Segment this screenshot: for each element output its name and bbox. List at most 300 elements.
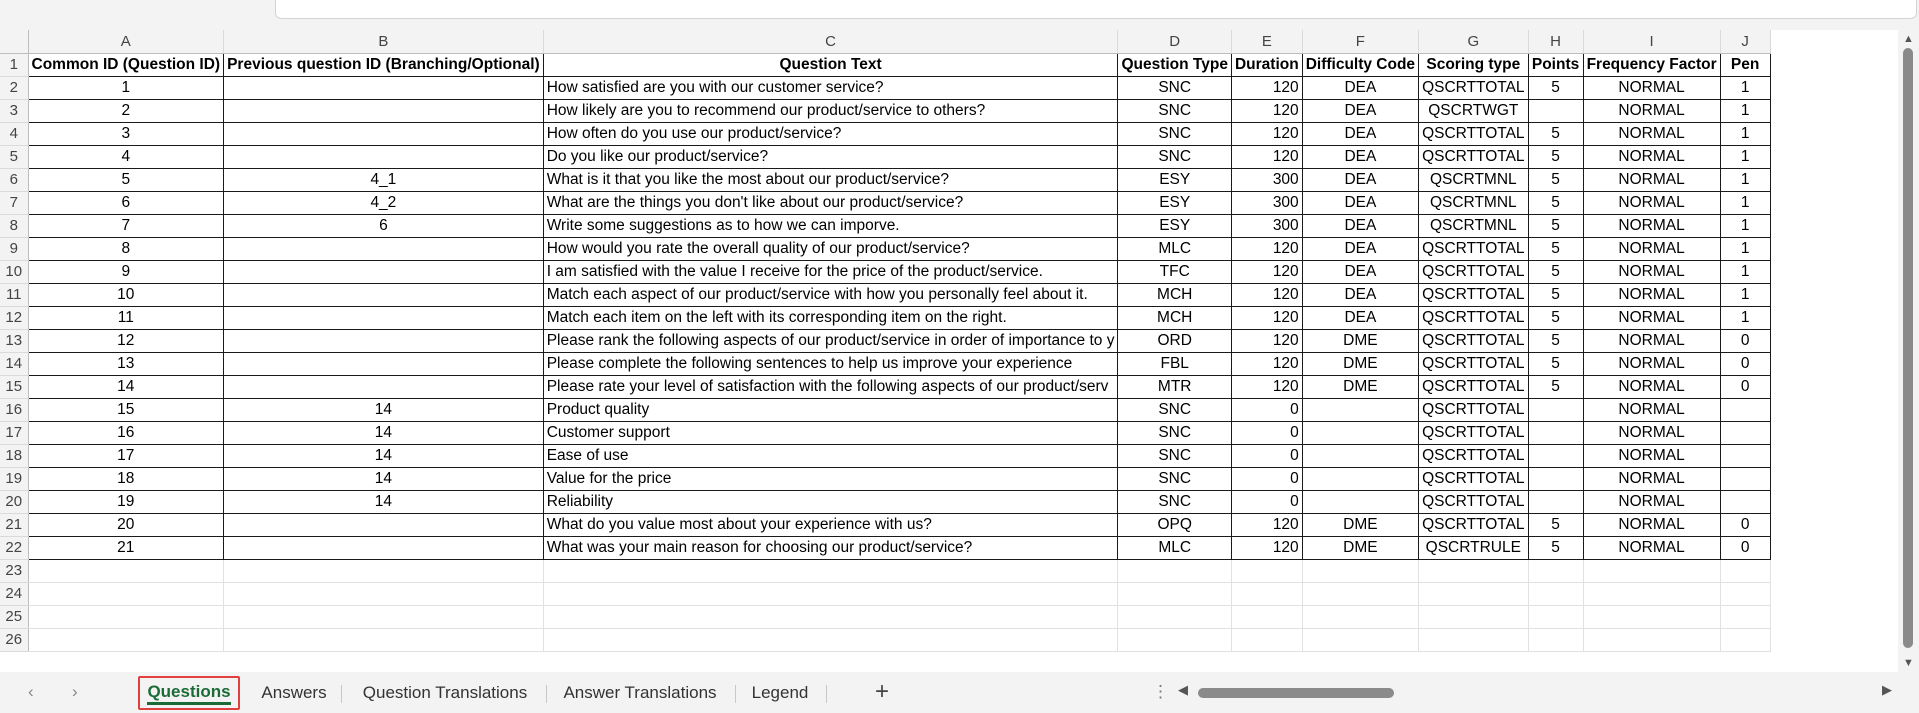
vertical-scroll-thumb[interactable] (1903, 48, 1913, 648)
row-header[interactable]: 21 (0, 513, 28, 536)
cell[interactable]: DEA (1302, 306, 1418, 329)
cell[interactable]: Do you like our product/service? (543, 145, 1118, 168)
cell[interactable] (1528, 582, 1583, 605)
row-header[interactable]: 14 (0, 352, 28, 375)
cell[interactable]: NORMAL (1583, 237, 1720, 260)
cell[interactable]: 4_2 (224, 191, 544, 214)
cell[interactable]: NORMAL (1583, 421, 1720, 444)
cell[interactable]: QSCRTTOTAL (1419, 283, 1529, 306)
cell[interactable]: How often do you use our product/service? (543, 122, 1118, 145)
column-header-b[interactable]: B (224, 30, 544, 53)
cell[interactable]: 5 (1528, 329, 1583, 352)
cell[interactable]: QSCRTMNL (1419, 168, 1529, 191)
cell[interactable]: 5 (28, 168, 224, 191)
row-header[interactable]: 8 (0, 214, 28, 237)
cell[interactable]: 16 (28, 421, 224, 444)
row-header[interactable]: 24 (0, 582, 28, 605)
cell[interactable] (224, 582, 544, 605)
cell[interactable]: 1 (1720, 168, 1770, 191)
cell[interactable]: 1 (1720, 76, 1770, 99)
cell[interactable] (1231, 605, 1302, 628)
cell[interactable] (543, 582, 1118, 605)
cell[interactable]: SNC (1118, 145, 1232, 168)
cell[interactable]: 7 (28, 214, 224, 237)
scroll-up-icon[interactable]: ▲ (1903, 33, 1914, 45)
cell[interactable]: 120 (1231, 237, 1302, 260)
cell[interactable]: 11 (28, 306, 224, 329)
column-header-d[interactable]: D (1118, 30, 1232, 53)
cell[interactable] (1528, 605, 1583, 628)
cell[interactable]: SNC (1118, 490, 1232, 513)
cell[interactable] (28, 559, 224, 582)
cell[interactable]: NORMAL (1583, 76, 1720, 99)
cell[interactable]: 4_1 (224, 168, 544, 191)
cell[interactable] (1118, 628, 1232, 651)
cell[interactable] (1302, 490, 1418, 513)
cell[interactable] (224, 122, 544, 145)
cell[interactable] (224, 628, 544, 651)
cell[interactable] (224, 605, 544, 628)
row-header[interactable]: 18 (0, 444, 28, 467)
header-cell[interactable]: Previous question ID (Branching/Optional) (224, 53, 544, 76)
cell[interactable] (28, 628, 224, 651)
cell[interactable] (224, 76, 544, 99)
cell[interactable]: SNC (1118, 421, 1232, 444)
cell[interactable]: Please rank the following aspects of our product/service in order of importance to y (543, 329, 1118, 352)
cell[interactable] (1528, 628, 1583, 651)
cell[interactable]: 1 (28, 76, 224, 99)
cell[interactable] (224, 237, 544, 260)
cell[interactable]: 5 (1528, 283, 1583, 306)
cell[interactable] (1528, 398, 1583, 421)
vertical-scrollbar[interactable] (1898, 30, 1919, 672)
horizontal-scrollbar[interactable] (1178, 682, 1892, 702)
cell[interactable]: DME (1302, 375, 1418, 398)
cell[interactable]: TFC (1118, 260, 1232, 283)
cell[interactable]: Customer support (543, 421, 1118, 444)
cell[interactable] (1528, 421, 1583, 444)
header-cell[interactable]: Frequency Factor (1583, 53, 1720, 76)
cell[interactable]: 120 (1231, 306, 1302, 329)
cell[interactable]: 0 (1720, 513, 1770, 536)
cell[interactable]: QSCRTWGT (1419, 99, 1529, 122)
cell[interactable]: 120 (1231, 375, 1302, 398)
cell[interactable]: DEA (1302, 122, 1418, 145)
cell[interactable]: SNC (1118, 467, 1232, 490)
cell[interactable]: 5 (1528, 145, 1583, 168)
cell[interactable]: Reliability (543, 490, 1118, 513)
cell[interactable]: DME (1302, 513, 1418, 536)
header-cell[interactable]: Pen (1720, 53, 1770, 76)
cell[interactable]: What are the things you don't like about our product/service? (543, 191, 1118, 214)
header-cell[interactable]: Scoring type (1419, 53, 1529, 76)
cell[interactable]: NORMAL (1583, 490, 1720, 513)
header-cell[interactable]: Difficulty Code (1302, 53, 1418, 76)
cell[interactable]: 1 (1720, 306, 1770, 329)
plus-icon[interactable]: + (875, 678, 890, 705)
cell[interactable]: 1 (1720, 145, 1770, 168)
cell[interactable]: 0 (1720, 329, 1770, 352)
row-header[interactable]: 11 (0, 283, 28, 306)
cell[interactable] (224, 329, 544, 352)
cell[interactable] (1302, 398, 1418, 421)
cell[interactable]: 20 (28, 513, 224, 536)
tab-legend[interactable] (744, 680, 816, 706)
cell[interactable]: 5 (1528, 214, 1583, 237)
cell[interactable]: QSCRTTOTAL (1419, 398, 1529, 421)
chevron-right-icon[interactable]: › (72, 682, 78, 701)
cell[interactable] (1302, 421, 1418, 444)
cell[interactable]: QSCRTTOTAL (1419, 490, 1529, 513)
cell[interactable]: QSCRTTOTAL (1419, 375, 1529, 398)
cell[interactable]: Match each item on the left with its corresponding item on the right. (543, 306, 1118, 329)
more-vertical-icon[interactable]: ⋮ (1152, 682, 1169, 701)
cell[interactable] (1118, 582, 1232, 605)
horizontal-scroll-thumb[interactable] (1198, 688, 1394, 698)
cell[interactable] (1302, 444, 1418, 467)
cell[interactable]: QSCRTTOTAL (1419, 76, 1529, 99)
tab-answers[interactable] (254, 680, 334, 706)
select-all-corner[interactable] (0, 30, 28, 53)
cell[interactable] (1720, 398, 1770, 421)
cell[interactable]: 5 (1528, 536, 1583, 559)
header-cell[interactable]: Question Text (543, 53, 1118, 76)
cell[interactable] (1419, 559, 1529, 582)
tab-answer-translations[interactable] (556, 680, 724, 706)
cell[interactable]: I am satisfied with the value I receive for the price of the product/service. (543, 260, 1118, 283)
cell[interactable]: 5 (1528, 260, 1583, 283)
cell[interactable]: 5 (1528, 513, 1583, 536)
cell[interactable] (1528, 559, 1583, 582)
column-header-e[interactable]: E (1231, 30, 1302, 53)
cell[interactable]: Write some suggestions as to how we can imporve. (543, 214, 1118, 237)
header-cell[interactable]: Points (1528, 53, 1583, 76)
cell[interactable]: NORMAL (1583, 99, 1720, 122)
cell[interactable]: 4 (28, 145, 224, 168)
cell[interactable] (224, 352, 544, 375)
cell[interactable]: What was your main reason for choosing our product/service? (543, 536, 1118, 559)
cell[interactable]: DEA (1302, 260, 1418, 283)
cell[interactable]: 14 (28, 375, 224, 398)
scroll-left-icon[interactable]: ◀ (1178, 682, 1188, 697)
cell[interactable] (224, 536, 544, 559)
cell[interactable] (224, 99, 544, 122)
cell[interactable] (1720, 605, 1770, 628)
cell[interactable]: Ease of use (543, 444, 1118, 467)
header-cell[interactable]: Duration (1231, 53, 1302, 76)
cell[interactable] (224, 260, 544, 283)
cell[interactable]: 1 (1720, 214, 1770, 237)
cell[interactable] (1720, 559, 1770, 582)
cell[interactable] (224, 283, 544, 306)
row-header[interactable]: 10 (0, 260, 28, 283)
cell[interactable]: 9 (28, 260, 224, 283)
cell[interactable]: 0 (1231, 421, 1302, 444)
cell[interactable]: 120 (1231, 99, 1302, 122)
scroll-right-icon[interactable]: ▶ (1882, 682, 1892, 697)
cell[interactable]: QSCRTTOTAL (1419, 513, 1529, 536)
cell[interactable] (1528, 467, 1583, 490)
cell[interactable]: 12 (28, 329, 224, 352)
cell[interactable]: FBL (1118, 352, 1232, 375)
cell[interactable]: ORD (1118, 329, 1232, 352)
cell[interactable]: MLC (1118, 536, 1232, 559)
cell[interactable] (1720, 490, 1770, 513)
cell[interactable] (1118, 605, 1232, 628)
cell[interactable] (1302, 467, 1418, 490)
cell[interactable]: NORMAL (1583, 191, 1720, 214)
cell[interactable]: QSCRTTOTAL (1419, 260, 1529, 283)
cell[interactable]: 14 (224, 421, 544, 444)
cell[interactable]: QSCRTTOTAL (1419, 467, 1529, 490)
cell[interactable] (224, 306, 544, 329)
cell[interactable] (1720, 628, 1770, 651)
row-header[interactable]: 13 (0, 329, 28, 352)
cell[interactable]: MTR (1118, 375, 1232, 398)
cell[interactable] (1583, 559, 1720, 582)
column-header-i[interactable]: I (1583, 30, 1720, 53)
cell[interactable] (224, 145, 544, 168)
cell[interactable] (1720, 582, 1770, 605)
cell[interactable]: QSCRTTOTAL (1419, 306, 1529, 329)
cell[interactable]: 14 (224, 444, 544, 467)
cell[interactable]: Please rate your level of satisfaction with the following aspects of our product/serv (543, 375, 1118, 398)
cell[interactable]: 5 (1528, 76, 1583, 99)
cell[interactable]: DEA (1302, 237, 1418, 260)
cell[interactable]: 15 (28, 398, 224, 421)
row-header[interactable]: 5 (0, 145, 28, 168)
cell[interactable]: 0 (1720, 536, 1770, 559)
cell[interactable]: 0 (1720, 352, 1770, 375)
cell[interactable]: 120 (1231, 352, 1302, 375)
cell[interactable] (1720, 421, 1770, 444)
cell[interactable] (224, 513, 544, 536)
cell[interactable]: DEA (1302, 145, 1418, 168)
cell[interactable]: 1 (1720, 191, 1770, 214)
cell[interactable]: 120 (1231, 283, 1302, 306)
cell[interactable]: 120 (1231, 76, 1302, 99)
cell[interactable]: 6 (224, 214, 544, 237)
cell[interactable]: ESY (1118, 168, 1232, 191)
cell[interactable] (28, 605, 224, 628)
cell[interactable] (1302, 628, 1418, 651)
cell[interactable]: 1 (1720, 99, 1770, 122)
cell[interactable]: NORMAL (1583, 306, 1720, 329)
cell[interactable]: 19 (28, 490, 224, 513)
cell[interactable]: SNC (1118, 76, 1232, 99)
cell[interactable] (1231, 582, 1302, 605)
cell[interactable]: 1 (1720, 122, 1770, 145)
cell[interactable]: 120 (1231, 122, 1302, 145)
cell[interactable]: 120 (1231, 260, 1302, 283)
cell[interactable]: 1 (1720, 237, 1770, 260)
cell[interactable]: QSCRTTOTAL (1419, 237, 1529, 260)
row-header[interactable]: 9 (0, 237, 28, 260)
cell[interactable]: 120 (1231, 536, 1302, 559)
cell[interactable]: 14 (224, 398, 544, 421)
cell[interactable]: 5 (1528, 375, 1583, 398)
row-header[interactable]: 19 (0, 467, 28, 490)
scroll-down-icon[interactable]: ▼ (1903, 657, 1914, 669)
cell[interactable]: MCH (1118, 283, 1232, 306)
cell[interactable]: 13 (28, 352, 224, 375)
row-header[interactable]: 20 (0, 490, 28, 513)
tab-questions[interactable] (138, 676, 240, 710)
cell[interactable]: 10 (28, 283, 224, 306)
row-header[interactable]: 15 (0, 375, 28, 398)
cell[interactable]: 300 (1231, 214, 1302, 237)
chevron-left-icon[interactable]: ‹ (28, 682, 34, 701)
cell[interactable]: 14 (224, 467, 544, 490)
row-header[interactable]: 1 (0, 53, 28, 76)
cell[interactable]: 300 (1231, 191, 1302, 214)
row-header[interactable]: 22 (0, 536, 28, 559)
row-header[interactable]: 12 (0, 306, 28, 329)
cell[interactable] (1528, 99, 1583, 122)
cell[interactable]: QSCRTTOTAL (1419, 444, 1529, 467)
cell[interactable]: ESY (1118, 214, 1232, 237)
cell[interactable]: QSCRTTOTAL (1419, 421, 1529, 444)
cell[interactable]: 5 (1528, 352, 1583, 375)
cell[interactable]: Product quality (543, 398, 1118, 421)
row-header[interactable]: 16 (0, 398, 28, 421)
cell[interactable]: QSCRTRULE (1419, 536, 1529, 559)
cell[interactable] (1720, 467, 1770, 490)
cell[interactable]: MLC (1118, 237, 1232, 260)
row-header[interactable]: 17 (0, 421, 28, 444)
cell[interactable]: QSCRTTOTAL (1419, 122, 1529, 145)
cell[interactable]: NORMAL (1583, 283, 1720, 306)
cell[interactable]: 0 (1231, 467, 1302, 490)
cell[interactable]: NORMAL (1583, 214, 1720, 237)
cell[interactable]: Match each aspect of our product/service with how you personally feel about it. (543, 283, 1118, 306)
cell[interactable]: NORMAL (1583, 398, 1720, 421)
cell[interactable]: 5 (1528, 237, 1583, 260)
cell[interactable]: NORMAL (1583, 352, 1720, 375)
column-header-a[interactable]: A (28, 30, 224, 53)
formula-input[interactable] (275, 0, 1917, 19)
cell[interactable] (1583, 582, 1720, 605)
row-header[interactable]: 26 (0, 628, 28, 651)
header-cell[interactable]: Common ID (Question ID) (28, 53, 224, 76)
cell[interactable] (543, 628, 1118, 651)
cell[interactable]: 1 (1720, 283, 1770, 306)
cell[interactable]: 17 (28, 444, 224, 467)
cell[interactable]: 5 (1528, 306, 1583, 329)
cell[interactable]: 0 (1231, 398, 1302, 421)
cell[interactable]: DEA (1302, 191, 1418, 214)
row-header[interactable]: 23 (0, 559, 28, 582)
cell[interactable]: NORMAL (1583, 329, 1720, 352)
cell[interactable] (224, 559, 544, 582)
cell[interactable]: Please complete the following sentences to help us improve your experience (543, 352, 1118, 375)
cell[interactable]: 21 (28, 536, 224, 559)
cell[interactable]: DEA (1302, 99, 1418, 122)
cell[interactable]: 1 (1720, 260, 1770, 283)
row-header[interactable]: 4 (0, 122, 28, 145)
cell[interactable]: OPQ (1118, 513, 1232, 536)
column-header-j[interactable]: J (1720, 30, 1770, 53)
cell[interactable] (1419, 582, 1529, 605)
cell[interactable]: MCH (1118, 306, 1232, 329)
cell[interactable]: 8 (28, 237, 224, 260)
cell[interactable]: NORMAL (1583, 260, 1720, 283)
cell[interactable]: QSCRTMNL (1419, 191, 1529, 214)
cell[interactable]: How likely are you to recommend our product/service to others? (543, 99, 1118, 122)
cell[interactable] (1583, 605, 1720, 628)
cell[interactable] (1419, 605, 1529, 628)
cell[interactable] (1720, 444, 1770, 467)
cell[interactable]: 18 (28, 467, 224, 490)
cell[interactable]: QSCRTTOTAL (1419, 352, 1529, 375)
row-header[interactable]: 7 (0, 191, 28, 214)
cell[interactable]: 5 (1528, 122, 1583, 145)
cell[interactable]: 120 (1231, 145, 1302, 168)
row-header[interactable]: 25 (0, 605, 28, 628)
row-header[interactable]: 6 (0, 168, 28, 191)
cell[interactable]: What is it that you like the most about our product/service? (543, 168, 1118, 191)
cell[interactable] (543, 605, 1118, 628)
cell[interactable]: NORMAL (1583, 536, 1720, 559)
cell[interactable]: SNC (1118, 398, 1232, 421)
cell[interactable] (1302, 605, 1418, 628)
cell[interactable]: DEA (1302, 283, 1418, 306)
cell[interactable]: 2 (28, 99, 224, 122)
cell[interactable]: What do you value most about your experience with us? (543, 513, 1118, 536)
cell[interactable]: QSCRTMNL (1419, 214, 1529, 237)
cell[interactable]: DEA (1302, 168, 1418, 191)
cell[interactable]: 120 (1231, 329, 1302, 352)
row-header[interactable]: 2 (0, 76, 28, 99)
cell[interactable]: Value for the price (543, 467, 1118, 490)
cell[interactable] (1118, 559, 1232, 582)
cell[interactable]: 5 (1528, 168, 1583, 191)
cell[interactable]: 0 (1720, 375, 1770, 398)
cell[interactable] (1528, 490, 1583, 513)
cell[interactable]: NORMAL (1583, 145, 1720, 168)
cell[interactable]: 5 (1528, 191, 1583, 214)
cell[interactable]: DME (1302, 329, 1418, 352)
cell[interactable]: SNC (1118, 122, 1232, 145)
cell[interactable]: DEA (1302, 76, 1418, 99)
cell[interactable]: 300 (1231, 168, 1302, 191)
cell[interactable] (1231, 628, 1302, 651)
cell[interactable]: 3 (28, 122, 224, 145)
cell[interactable] (1302, 582, 1418, 605)
cell[interactable]: SNC (1118, 99, 1232, 122)
cell[interactable]: DEA (1302, 214, 1418, 237)
cell[interactable]: DME (1302, 352, 1418, 375)
cell[interactable]: DME (1302, 536, 1418, 559)
cell[interactable]: SNC (1118, 444, 1232, 467)
cell[interactable] (1583, 628, 1720, 651)
cell[interactable]: NORMAL (1583, 168, 1720, 191)
cell[interactable]: NORMAL (1583, 444, 1720, 467)
tab-question-translations[interactable] (352, 680, 538, 706)
cell[interactable] (1231, 559, 1302, 582)
cell[interactable]: 14 (224, 490, 544, 513)
column-header-f[interactable]: F (1302, 30, 1418, 53)
cell[interactable]: 6 (28, 191, 224, 214)
cell[interactable]: QSCRTTOTAL (1419, 329, 1529, 352)
cell[interactable]: QSCRTTOTAL (1419, 145, 1529, 168)
column-header-h[interactable]: H (1528, 30, 1583, 53)
cell[interactable] (28, 582, 224, 605)
cell[interactable]: NORMAL (1583, 513, 1720, 536)
cell[interactable]: How would you rate the overall quality of our product/service? (543, 237, 1118, 260)
cell[interactable] (543, 559, 1118, 582)
cell[interactable]: How satisfied are you with our customer service? (543, 76, 1118, 99)
